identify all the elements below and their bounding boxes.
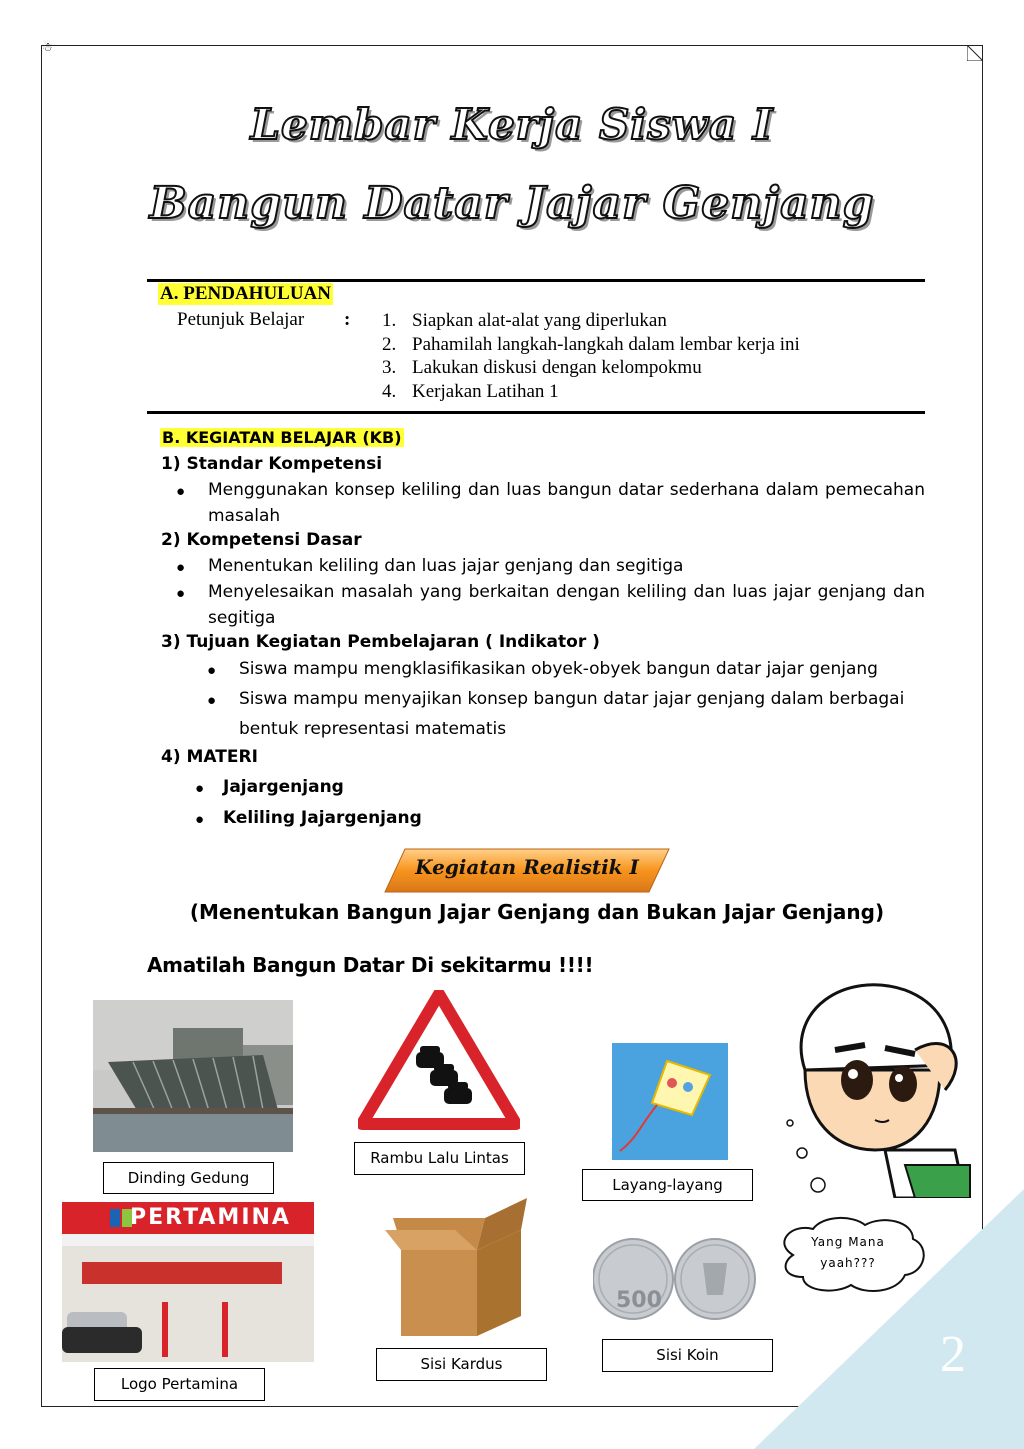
building-image [93, 1000, 293, 1152]
label-logo-pertamina: Logo Pertamina [94, 1368, 265, 1401]
page-number: 2 [940, 1326, 966, 1383]
activity-subtitle: (Menentukan Bangun Jajar Genjang dan Bukan Jajar Genjang) [189, 900, 885, 924]
list-item: 4. Kerjakan Latihan 1 [382, 380, 559, 402]
petunjuk-label: Petunjuk Belajar [177, 309, 305, 330]
list-item: 2. Pahamilah langkah-langkah dalam lembar kerja ini [382, 333, 800, 355]
page-title: Lembar Kerja Siswa I [250, 100, 774, 149]
activity-banner: Kegiatan Realistik I [415, 855, 639, 879]
kd-item2-line2: segitiga [208, 608, 276, 628]
label-sisi-kardus: Sisi Kardus [376, 1348, 547, 1381]
petunjuk-colon: : [344, 309, 351, 330]
materi-item1: Jajargenjang [223, 777, 344, 797]
bullet-icon: ● [195, 811, 205, 828]
kite-image [612, 1043, 728, 1160]
anchor-icon: ☃ [42, 40, 53, 54]
bullet-icon: ● [207, 662, 217, 679]
label-layang-layang: Layang-layang [582, 1169, 753, 1201]
page-fold-icon [967, 45, 983, 61]
thought-text: Yang Mana yaah??? [811, 1235, 885, 1270]
label-sisi-koin: Sisi Koin [602, 1339, 773, 1372]
bullet-icon: ● [176, 559, 186, 576]
bullet-icon: ● [195, 780, 205, 797]
divider [147, 279, 925, 282]
tujuan-title: 3) Tujuan Kegiatan Pembelajaran ( Indikator ) [161, 632, 600, 652]
bullet-icon: ● [176, 483, 186, 500]
materi-item2: Keliling Jajargenjang [223, 808, 422, 828]
label-dinding-gedung: Dinding Gedung [103, 1162, 274, 1194]
sk-item-line1: Menggunakan konsep keliling dan luas bangun datar sederhana dalam pemecahan [208, 480, 925, 500]
tujuan-item2-line2: bentuk representasi matematis [239, 719, 507, 739]
label-rambu-lalu-lintas: Rambu Lalu Lintas [354, 1142, 525, 1175]
materi-title: 4) MATERI [161, 747, 258, 767]
steps-list [382, 309, 800, 403]
page-subtitle-title: Bangun Datar Jajar Genjang [149, 178, 875, 229]
kd-title: 2) Kompetensi Dasar [161, 530, 362, 550]
kd-item1: Menentukan keliling dan luas jajar genjang dan segitiga [208, 556, 684, 576]
thought-dots [780, 1115, 830, 1195]
tujuan-item1: Siswa mampu mengklasifikasikan obyek-obyek bangun datar jajar genjang [239, 659, 878, 679]
tujuan-item2-line1: Siswa mampu menyajikan konsep bangun datar jajar genjang dalam berbagai [239, 689, 905, 709]
coin-value-text: 500 [616, 1288, 662, 1313]
kd-item2-line1: Menyelesaikan masalah yang berkaitan dengan keliling dan luas jajar genjang dan [208, 582, 925, 602]
bullet-icon: ● [207, 692, 217, 709]
sk-title: 1) Standar Kompetensi [161, 454, 383, 474]
list-item: 3. Lakukan diskusi dengan kelompokmu [382, 357, 702, 378]
section-a-heading: A. PENDAHULUAN [160, 283, 331, 304]
list-item: 1. Siapkan alat-alat yang diperlukan [382, 310, 667, 331]
bullet-icon: ● [176, 585, 186, 602]
pertamina-sign-text: PERTAMINA [130, 1205, 291, 1230]
sk-item-line2: masalah [208, 506, 281, 526]
cardboard-box-image [385, 1190, 531, 1340]
traffic-sign-image [358, 990, 520, 1130]
activity-instruction: Amatilah Bangun Datar Di sekitarmu !!!! [147, 953, 594, 977]
divider [147, 411, 925, 414]
section-b-heading: B. KEGIATAN BELAJAR (KB) [162, 428, 402, 447]
